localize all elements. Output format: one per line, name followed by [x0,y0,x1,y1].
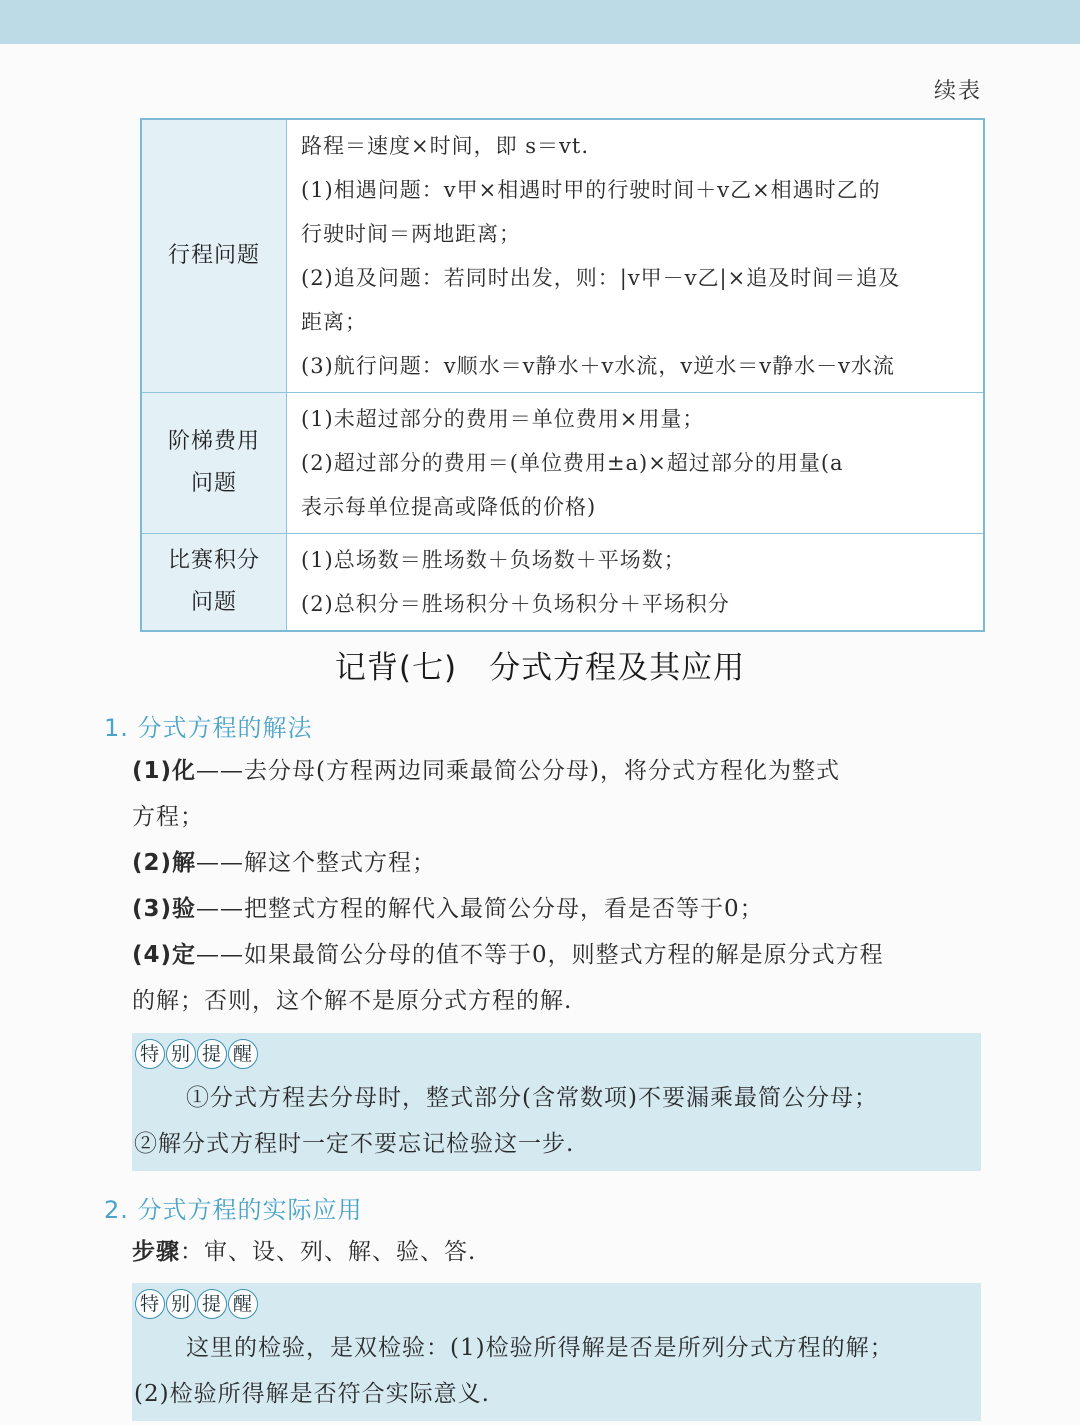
formula-line: (2)超过部分的费用＝(单位费用±a)×超过部分的用量(a [301,451,844,475]
reminder-line: ②解分式方程时一定不要忘记检验这一步. [134,1131,575,1157]
section-title: 记背(七) 分式方程及其应用 [334,650,746,686]
reminder-box [132,1033,981,1171]
solving-steps [132,748,988,1024]
category-label: 阶梯费用 [167,429,260,454]
step-line [132,978,988,1024]
step-line [132,840,988,886]
category-label: 问题 [190,590,237,615]
content-cell [287,534,985,632]
category-label: 问题 [190,471,237,496]
badge-char: 提 [197,1289,227,1319]
formula-line: (1)未超过部分的费用＝单位费用×用量； [301,407,705,431]
step-line [132,748,988,794]
reminder-line: ①分式方程去分母时，整式部分(含常数项)不要漏乘最简公分母； [186,1085,878,1111]
table-row-travel [141,119,984,393]
application-steps [132,1229,988,1275]
step-line [132,1229,988,1275]
formula-line: (1)相遇问题：v甲×相遇时甲的行驶时间＋v乙×相遇时乙的 [301,178,881,202]
formula-line: 距离； [301,310,367,334]
content-cell [287,119,985,393]
step-keyword: (2)解 [132,850,197,876]
step-line [132,794,988,840]
table-row-tiered-fee [141,393,984,534]
category-label: 比赛积分 [167,548,260,573]
formula-line: 路程＝速度×时间，即 s＝vt. [301,134,590,158]
step-text: ——如果最简公分母的值不等于0，则整式方程的解是原分式方程 [196,942,884,968]
step-keyword: (1)化 [132,758,197,784]
reminder-badge [135,1039,981,1069]
sub-heading-application: 2. 分式方程的实际应用 [104,1196,363,1224]
reminder-box [132,1283,981,1421]
reminder-badge [135,1289,981,1319]
badge-char: 特 [135,1289,165,1319]
category-label: 行程问题 [167,243,260,268]
step-keyword: (4)定 [132,942,197,968]
step-keyword: (3)验 [132,896,197,922]
badge-char: 特 [135,1039,165,1069]
formula-line: (3)航行问题：v顺水＝v静水＋v水流，v逆水＝v静水－v水流 [301,354,895,378]
formula-line: (2)总积分＝胜场积分＋负场积分＋平场积分 [301,592,730,616]
step-text: ：审、设、列、解、验、答. [180,1239,477,1265]
category-cell [141,393,287,534]
step-text: ——解这个整式方程； [196,850,437,876]
sub-heading-solving: 1. 分式方程的解法 [104,714,313,742]
badge-char: 醒 [228,1039,258,1069]
formula-line: (2)追及问题：若同时出发，则：|v甲－v乙|×追及时间＝追及 [301,266,901,290]
step-line [132,886,988,932]
formula-line: (1)总场数＝胜场数＋负场数＋平场数； [301,548,686,572]
reminder-line: (2)检验所得解是否符合实际意义. [134,1381,490,1407]
content-cell [287,393,985,534]
step-keyword: 步骤 [132,1239,180,1265]
badge-char: 醒 [228,1289,258,1319]
category-cell [141,119,287,393]
step-text: 的解；否则，这个解不是原分式方程的解. [132,988,573,1014]
step-text: 方程； [132,804,204,830]
formula-line: 行驶时间＝两地距离； [301,222,521,246]
continued-table-label: 续表 [933,79,982,104]
category-cell [141,534,287,632]
badge-char: 别 [166,1039,196,1069]
table-row-match-score [141,534,984,632]
step-text: ——把整式方程的解代入最简公分母，看是否等于0； [196,896,764,922]
top-color-band [0,0,1080,44]
badge-char: 别 [166,1289,196,1319]
formula-table [140,118,985,632]
formula-line: 表示每单位提高或降低的价格) [301,495,597,519]
badge-char: 提 [197,1039,227,1069]
step-line [132,932,988,978]
reminder-line: 这里的检验，是双检验：(1)检验所得解是否是所列分式方程的解； [186,1335,894,1361]
step-text: ——去分母(方程两边同乘最简公分母)，将分式方程化为整式 [196,758,840,784]
